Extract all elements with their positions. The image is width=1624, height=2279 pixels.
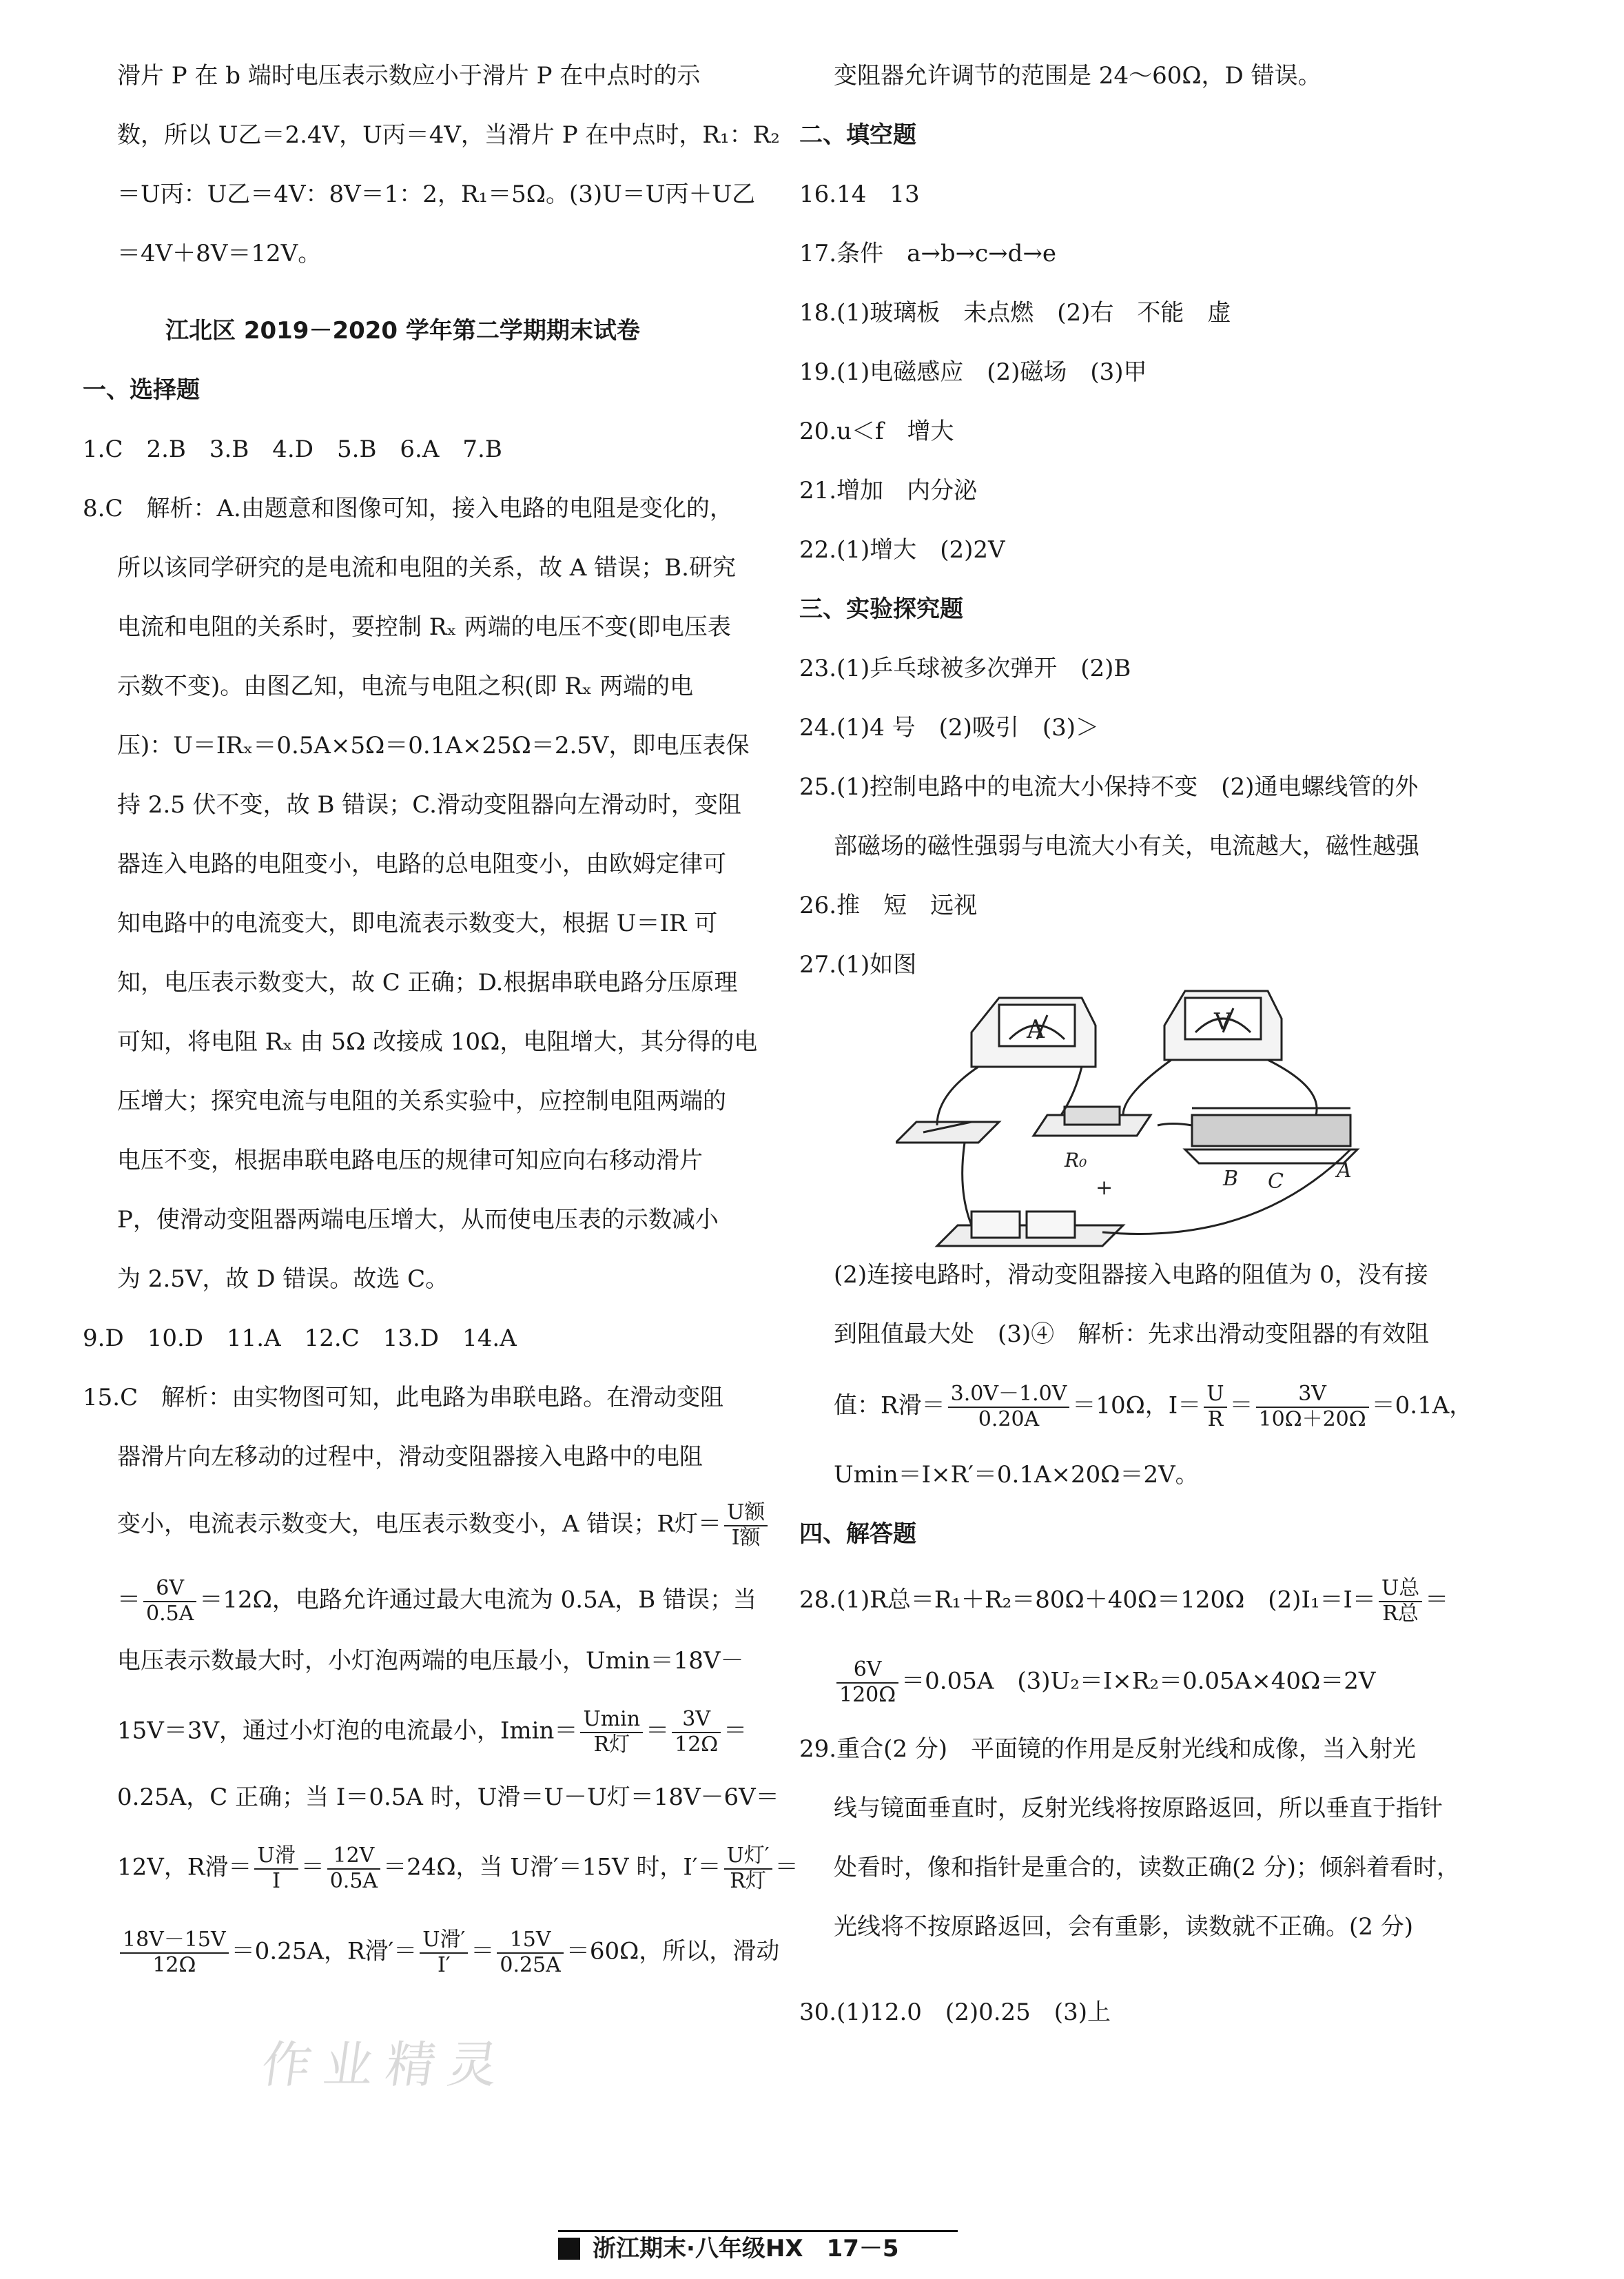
answer-27-cont: Umin＝I×R′＝0.1A×20Ω＝2V。 (834, 1461, 1199, 1489)
answer-27-cont: 值：R滑＝ $\frac{3.0V-1.0V}{0.20A}$ ＝10Ω，I＝ $\frac{U}{R}$ ＝ $\frac{3V}{10\Omega+20\Omega}$ ＝0.1A， (834, 1382, 1473, 1431)
voltmeter-label: V (1214, 1008, 1231, 1036)
answer-25-cont: 部磁场的磁性强弱与电流大小有关，电流越大，磁性越强 (834, 832, 1419, 860)
text-line: 滑片 P 在 b 端时电压表示数应小于滑片 P 在中点时的示 (117, 62, 701, 90)
fraction: $\frac{15V}{0.25A}$ (497, 1928, 563, 1977)
answer-25: 25.(1)控制电路中的电流大小保持不变 (2)通电螺线管的外 (799, 773, 1419, 801)
fraction: $\frac{3.0V-1.0V}{0.20A}$ (948, 1382, 1070, 1431)
q8-line: 为 2.5V，故 D 错误。故选 C。 (117, 1265, 449, 1293)
q8-line: 知电路中的电流变大，即电流表示数变大，根据 U＝IR 可 (117, 910, 718, 937)
answer-29-cont: 光线将不按原路返回，会有重影，读数就不正确。(2 分) (834, 1913, 1413, 1941)
fraction: $\frac{18V-15V}{12\Omega}$ (120, 1928, 229, 1977)
q8-line: 知，电压表示数变大，故 C 正确；D.根据串联电路分压原理 (117, 969, 738, 997)
answer-29: 29.重合(2 分) 平面镜的作用是反射光线和成像，当入射光 (799, 1735, 1417, 1763)
q8-line: 示数不变)。由图乙知，电流与电阻之积(即 Rₓ 两端的电 (117, 673, 694, 700)
q15-line: 器滑片向左移动的过程中，滑动变阻器接入电路中的电阻 (117, 1443, 703, 1471)
page-footer (558, 2230, 958, 2264)
answer-27-cont: 到阻值最大处 (3)④ 解析：先求出滑动变阻器的有效阻 (834, 1320, 1430, 1348)
answer-23: 23.(1)乒乓球被多次弹开 (2)B (799, 655, 1131, 682)
answer-18: 18.(1)玻璃板 未点燃 (2)右 不能 虚 (799, 299, 1231, 327)
section-heading-answers: 四、解答题 (799, 1520, 916, 1548)
answers-1-7: 1.C 2.B 3.B 4.D 5.B 6.A 7.B (83, 436, 502, 463)
fraction: $\frac{12V}{0.5A}$ (327, 1844, 380, 1893)
r0-label: R₀ (1065, 1149, 1087, 1172)
answer-26: 26.推 短 远视 (799, 892, 978, 919)
q15-line: ＝ $\frac{6V}{0.5A}$ ＝12Ω，电路允许通过最大电流为 0.5A，B 错误；当 (117, 1576, 757, 1626)
q15-line: 变小，电流表示数变大，电压表示数变小，A 错误；R灯＝ U额 I额 (83, 1501, 770, 1550)
circuit-diagram (896, 984, 1392, 1280)
answer-20: 20.u＜f 增大 (799, 418, 954, 445)
answers-9-14: 9.D 10.D 11.A 12.C 13.D 14.A (83, 1325, 517, 1352)
q8-line: 压)：U＝IRₓ＝0.5A×5Ω＝0.1A×25Ω＝2.5V，即电压表保 (117, 732, 750, 759)
q8-line: 8.C 解析：A.由题意和图像可知，接入电路的电阻是变化的， (83, 495, 733, 522)
answer-17: 17.条件 a→b→c→d→e (799, 240, 1056, 267)
plus-label: + (1096, 1176, 1113, 1200)
answer-19: 19.(1)电磁感应 (2)磁场 (3)甲 (799, 358, 1147, 386)
answer-28-cont: $\frac{6V}{120\Omega}$ ＝0.05A (3)U₂＝I×R₂＝0.05A×40Ω＝2V (799, 1658, 1375, 1707)
q8-line: 电流和电阻的关系时，要控制 Rₓ 两端的电压不变(即电压表 (117, 613, 731, 641)
section-heading-experiment: 三、实验探究题 (799, 595, 963, 623)
fraction: $\frac{U}{R}$ (1204, 1382, 1226, 1431)
answer-16: 16.14 13 (799, 181, 920, 208)
section-heading-choice: 一、选择题 (83, 376, 200, 404)
answer-30: 30.(1)12.0 (2)0.25 (3)上 (799, 1999, 1111, 2026)
fraction: U灯′ R灯 (724, 1844, 772, 1893)
fraction: U滑′ I′ (420, 1928, 468, 1977)
fraction: U滑 I (254, 1844, 298, 1893)
text-line: 变阻器允许调节的范围是 24～60Ω，D 错误。 (834, 62, 1322, 90)
q8-line: P，使滑动变阻器两端电压增大，从而使电压表的示数减小 (117, 1206, 719, 1234)
exam-title: 江北区 2019－2020 学年第二学期期末试卷 (165, 317, 640, 345)
answer-28: 28.(1)R总＝R₁＋R₂＝80Ω＋40Ω＝120Ω (2)I₁＝I＝ U总 R总 ＝ (799, 1576, 1449, 1626)
fraction: Umin R灯 (580, 1708, 643, 1757)
answer-29-cont: 线与镜面垂直时，反射光线将按原路返回，所以垂直于指针 (834, 1795, 1443, 1822)
terminal-b-label: B (1223, 1167, 1239, 1191)
q15-line: $\frac{18V-15V}{12\Omega}$ ＝0.25A，R滑′＝ U滑′ I′ ＝ $\frac{15V}{0.25A}$ ＝60Ω，所以，滑动 (83, 1928, 779, 1977)
answer-21: 21.增加 内分泌 (799, 477, 978, 504)
q8-line: 所以该同学研究的是电流和电阻的关系，故 A 错误；B.研究 (117, 554, 736, 582)
text-line: 数，所以 U乙＝2.4V，U丙＝4V，当滑片 P 在中点时，R₁：R₂ (117, 121, 780, 149)
section-heading-fill: 二、填空题 (799, 121, 916, 149)
answer-24: 24.(1)4 号 (2)吸引 (3)＞ (799, 714, 1099, 742)
q15-line: 电压表示数最大时，小灯泡两端的电压最小，Umin＝18V－ (117, 1647, 744, 1675)
answer-29-cont: 处看时，像和指针是重合的，读数正确(2 分)；倾斜着看时， (834, 1854, 1460, 1881)
text-line: ＝4V＋8V＝12V。 (117, 240, 322, 267)
fraction: $\frac{6V}{0.5A}$ (143, 1577, 196, 1626)
fraction: $\frac{6V}{120\Omega}$ (836, 1658, 898, 1707)
fraction: $\frac{3V}{10\Omega+20\Omega}$ (1256, 1382, 1369, 1431)
fraction: U额 I额 (724, 1501, 768, 1550)
q15-line: 12V，R滑＝ U滑 I ＝ $\frac{12V}{0.5A}$ ＝24Ω，当 U滑′＝15V 时，I′＝ U灯′ R灯 ＝ (117, 1843, 799, 1893)
q15-line: 15.C 解析：由实物图可知，此电路为串联电路。在滑动变阻 (83, 1384, 724, 1411)
text-line: ＝U丙：U乙＝4V：8V＝1：2，R₁＝5Ω。(3)U＝U丙＋U乙 (117, 181, 756, 208)
answer-22: 22.(1)增大 (2)2V (799, 536, 1005, 564)
watermark: 作业精灵 (258, 2036, 515, 2094)
terminal-a-label: A (1337, 1158, 1352, 1183)
q8-line: 可知，将电阻 Rₓ 由 5Ω 改接成 10Ω，电阻增大，其分得的电 (117, 1028, 758, 1056)
answer-27: 27.(1)如图 (799, 951, 917, 979)
answer-27-cont: (2)连接电路时，滑动变阻器接入电路的阻值为 0，没有接 (834, 1261, 1428, 1289)
q8-line: 器连入电路的电阻变小，电路的总电阻变小，由欧姆定律可 (117, 850, 726, 878)
q8-line: 压增大；探究电流与电阻的关系实验中，应控制电阻两端的 (117, 1087, 726, 1115)
footer-block-icon (558, 2238, 580, 2260)
fraction: $\frac{3V}{12\Omega}$ (672, 1708, 721, 1757)
q15-line: 0.25A，C 正确；当 I＝0.5A 时，U滑＝U－U灯＝18V－6V＝ (117, 1784, 779, 1811)
fraction: U总 R总 (1379, 1577, 1422, 1626)
q8-line: 持 2.5 伏不变，故 B 错误；C.滑动变阻器向左滑动时，变阻 (117, 791, 741, 819)
ammeter-label: A (1027, 1016, 1045, 1044)
q15-line: 15V＝3V，通过小灯泡的电流最小，Imin＝ Umin R灯 ＝ $\frac{3V}{12\Omega}$ ＝ (117, 1707, 748, 1757)
terminal-c-label: C (1268, 1169, 1284, 1194)
footer-text: 浙江期末·八年级HX 17－5 (593, 2235, 899, 2262)
q8-line: 电压不变，根据串联电路电压的规律可知应向右移动滑片 (117, 1147, 703, 1174)
